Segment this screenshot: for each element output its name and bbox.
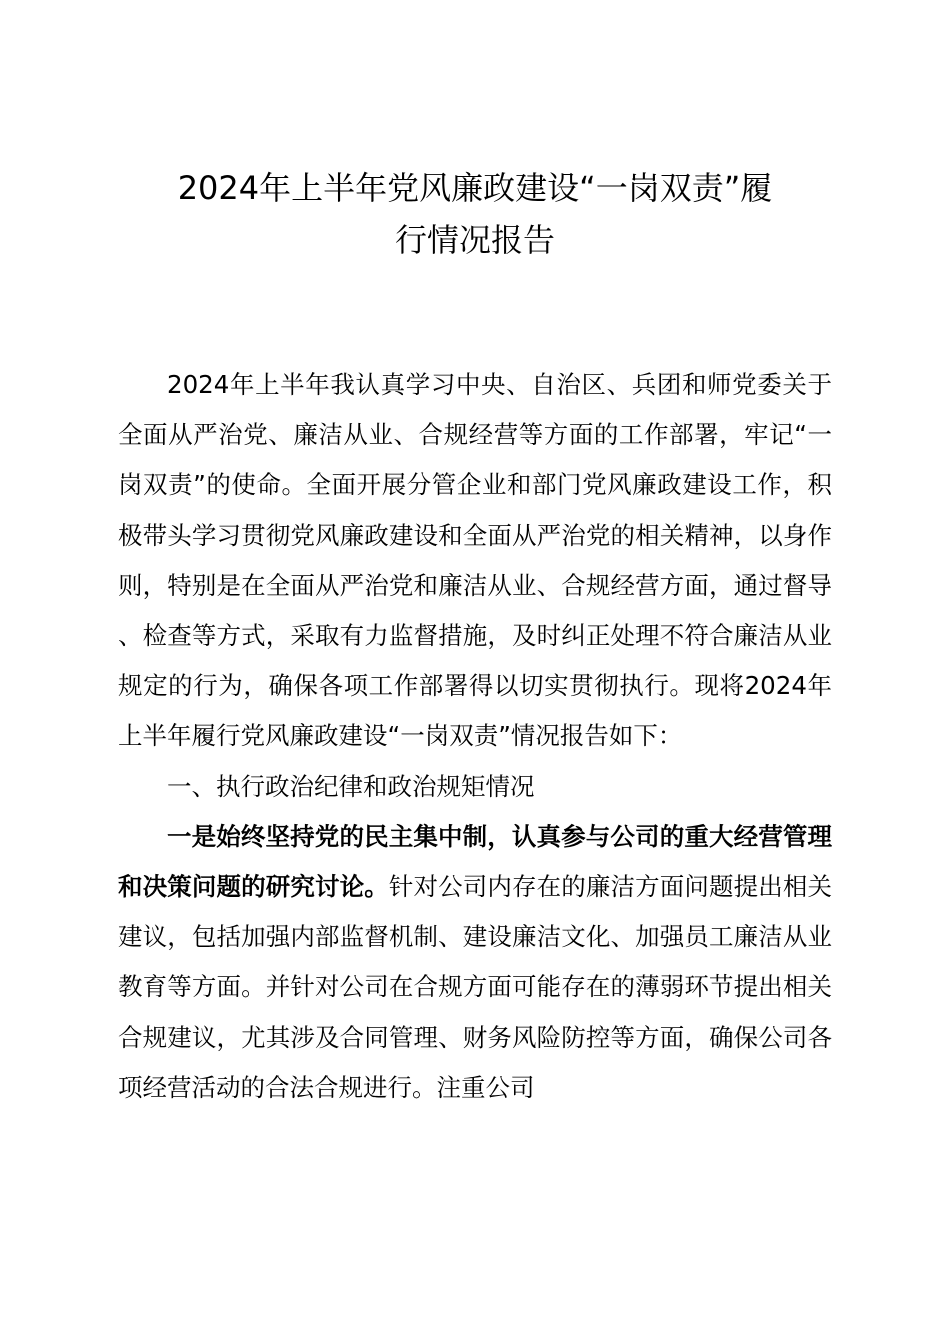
point-1-text: 针对公司内存在的廉洁方面问题提出相关建议，包括加强内部监督机制、建设廉洁文化、加强员工廉洁从业教育等方面。并针对公司在合规方面可能存在的薄弱环节提出相关合规建议，尤其涉及合同管理、财务风险防控等方面，确保公司各项经营活动的合法合规进行。注重公司: [118, 872, 832, 1102]
title-line-2: 行情况报告: [394, 221, 555, 259]
document-body: [118, 360, 832, 1113]
point-1-paragraph: [118, 812, 832, 1113]
document-title: [118, 162, 832, 266]
title-line-1: 2024年上半年党风廉政建设“一岗双责”履: [177, 169, 773, 207]
point-1-lead: 一是始终坚持党的民主集中制，认真参与公司的重大经营管理和决策问题的研究讨论。: [118, 821, 832, 902]
intro-paragraph: 2024年上半年我认真学习中央、自治区、兵团和师党委关于全面从严治党、廉洁从业、合规经营等方面的工作部署，牢记“一岗双责”的使命。全面开展分管企业和部门党风廉政建设工作，积极带头学习贯彻党风廉政建设和全面从严治党的相关精神，以身作则，特别是在全面从严治党和廉洁从业、合规经营方面，通过督导、检查等方式，采取有力监督措施，及时纠正处理不符合廉洁从业规定的行为，确保各项工作部署得以切实贯彻执行。现将2024年上半年履行党风廉政建设“一岗双责”情况报告如下：: [118, 370, 832, 751]
section-heading: 一、执行政治纪律和政治规矩情况: [167, 771, 535, 801]
